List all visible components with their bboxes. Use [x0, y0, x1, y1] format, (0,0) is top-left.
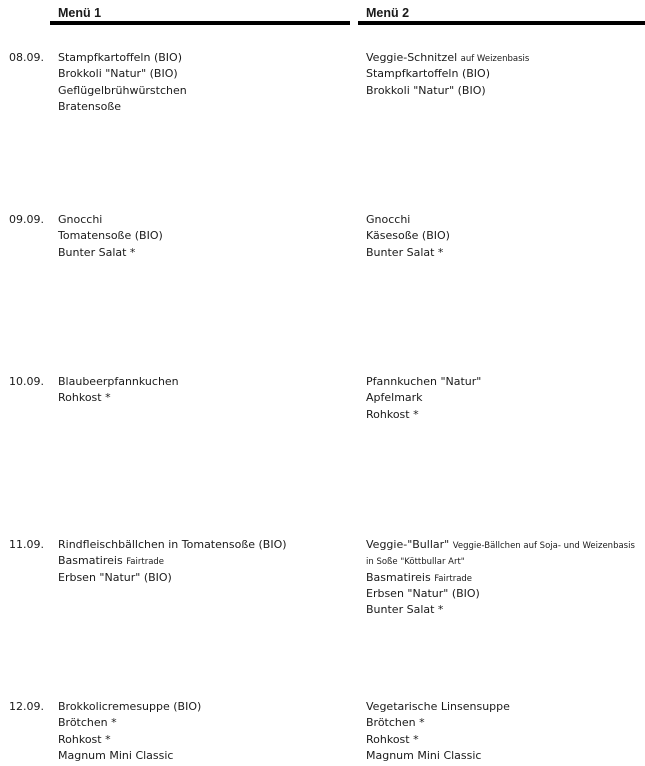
item-text: Veggie-"Bullar"	[366, 538, 450, 551]
menu2-items	[366, 212, 642, 261]
menu1-item	[58, 99, 348, 115]
menu2-item	[366, 699, 642, 715]
menu1-header-label: Menü 1	[58, 6, 102, 20]
item-text: Basmatireis	[58, 554, 123, 568]
item-text: Stampfkartoffeln (BIO)	[58, 51, 182, 64]
menu1-item	[58, 748, 348, 764]
item-text: Käsesoße (BIO)	[366, 229, 450, 243]
menu1-header-rule	[50, 21, 350, 25]
menu1-items	[58, 537, 348, 586]
menu1-item	[58, 228, 348, 244]
menu2-item	[366, 407, 642, 423]
menu2-item	[366, 602, 642, 618]
menu1-item	[58, 83, 348, 99]
day-date: 08.09.	[9, 51, 44, 64]
menu2-item	[366, 748, 642, 764]
menu2-item	[366, 228, 642, 244]
menu1-item	[58, 245, 348, 261]
menu2-column-header	[358, 5, 645, 21]
item-text: Blaubeerpfannkuchen	[58, 375, 179, 388]
item-text: Bunter Salat *	[366, 245, 444, 259]
item-text: Stampfkartoffeln (BIO)	[366, 67, 490, 81]
menu2-item	[366, 732, 642, 748]
item-text: Rohkost *	[366, 732, 419, 746]
menu1-items	[58, 50, 348, 115]
menu1-item	[58, 212, 348, 228]
item-text: Apfelmark	[366, 391, 423, 405]
item-text: Bunter Salat *	[366, 603, 444, 617]
item-text: Brötchen *	[366, 716, 425, 730]
menu1-items	[58, 699, 348, 764]
day-date: 09.09.	[9, 213, 44, 226]
item-text: Bratensoße	[58, 99, 122, 113]
item-text: Brokkolicremesuppe (BIO)	[58, 700, 202, 713]
menu1-item	[58, 699, 348, 715]
menu2-item	[366, 245, 642, 261]
menu1-column-header	[50, 5, 350, 21]
item-text: Brokkoli "Natur" (BIO)	[58, 67, 178, 81]
menu2-items	[366, 699, 642, 764]
item-text: Erbsen "Natur" (BIO)	[58, 570, 172, 584]
menu1-items	[58, 212, 348, 261]
menu2-item	[366, 390, 642, 406]
menu2-item	[366, 83, 642, 99]
menu1-item	[58, 537, 348, 553]
item-text: Rohkost *	[366, 407, 419, 421]
item-text: Brokkoli "Natur" (BIO)	[366, 83, 486, 97]
item-note: auf Weizenbasis	[460, 54, 530, 64]
menu2-item	[366, 537, 642, 570]
menu1-item	[58, 732, 348, 748]
menu1-item	[58, 374, 348, 390]
item-note: Veggie-Bällchen auf Soja- und Weizenbasis in Soße "Köttbullar Art"	[366, 541, 635, 568]
menu1-items	[58, 374, 348, 407]
item-text: Gnocchi	[58, 213, 103, 226]
menu2-item	[366, 715, 642, 731]
menu2-header-label: Menü 2	[366, 6, 410, 20]
menu2-item	[366, 570, 642, 586]
menu2-header-rule	[358, 21, 645, 25]
item-text: Brötchen *	[58, 716, 117, 730]
menu2-item	[366, 586, 642, 602]
item-text: Veggie-Schnitzel	[366, 51, 458, 64]
menu2-items	[366, 537, 642, 618]
item-text: Tomatensoße (BIO)	[58, 229, 163, 243]
menu1-item	[58, 390, 348, 406]
menu2-item	[366, 66, 642, 82]
item-text: Pfannkuchen "Natur"	[366, 375, 482, 388]
item-text: Rindfleischbällchen in Tomatensoße (BIO)	[58, 538, 287, 551]
item-note: Fairtrade	[434, 573, 473, 584]
day-date: 11.09.	[9, 538, 44, 551]
item-text: Basmatireis	[366, 570, 431, 584]
item-text: Gnocchi	[366, 213, 411, 226]
item-text: Magnum Mini Classic	[366, 748, 482, 762]
item-text: Bunter Salat *	[58, 245, 136, 259]
menu2-items	[366, 374, 642, 423]
item-text: Erbsen "Natur" (BIO)	[366, 586, 480, 600]
menu2-item	[366, 374, 642, 390]
day-date: 12.09.	[9, 700, 44, 713]
item-text: Vegetarische Linsensuppe	[366, 700, 510, 713]
day-date: 10.09.	[9, 375, 44, 388]
menu2-item	[366, 50, 642, 66]
item-text: Rohkost *	[58, 391, 111, 405]
menu2-items	[366, 50, 642, 99]
menu1-item	[58, 66, 348, 82]
menu2-item	[366, 212, 642, 228]
menu1-item	[58, 570, 348, 586]
item-text: Magnum Mini Classic	[58, 748, 174, 762]
item-text: Geflügelbrühwürstchen	[58, 83, 187, 97]
menu1-item	[58, 553, 348, 569]
item-note: Fairtrade	[126, 557, 165, 568]
menu1-item	[58, 50, 348, 66]
menu1-item	[58, 715, 348, 731]
item-text: Rohkost *	[58, 732, 111, 746]
